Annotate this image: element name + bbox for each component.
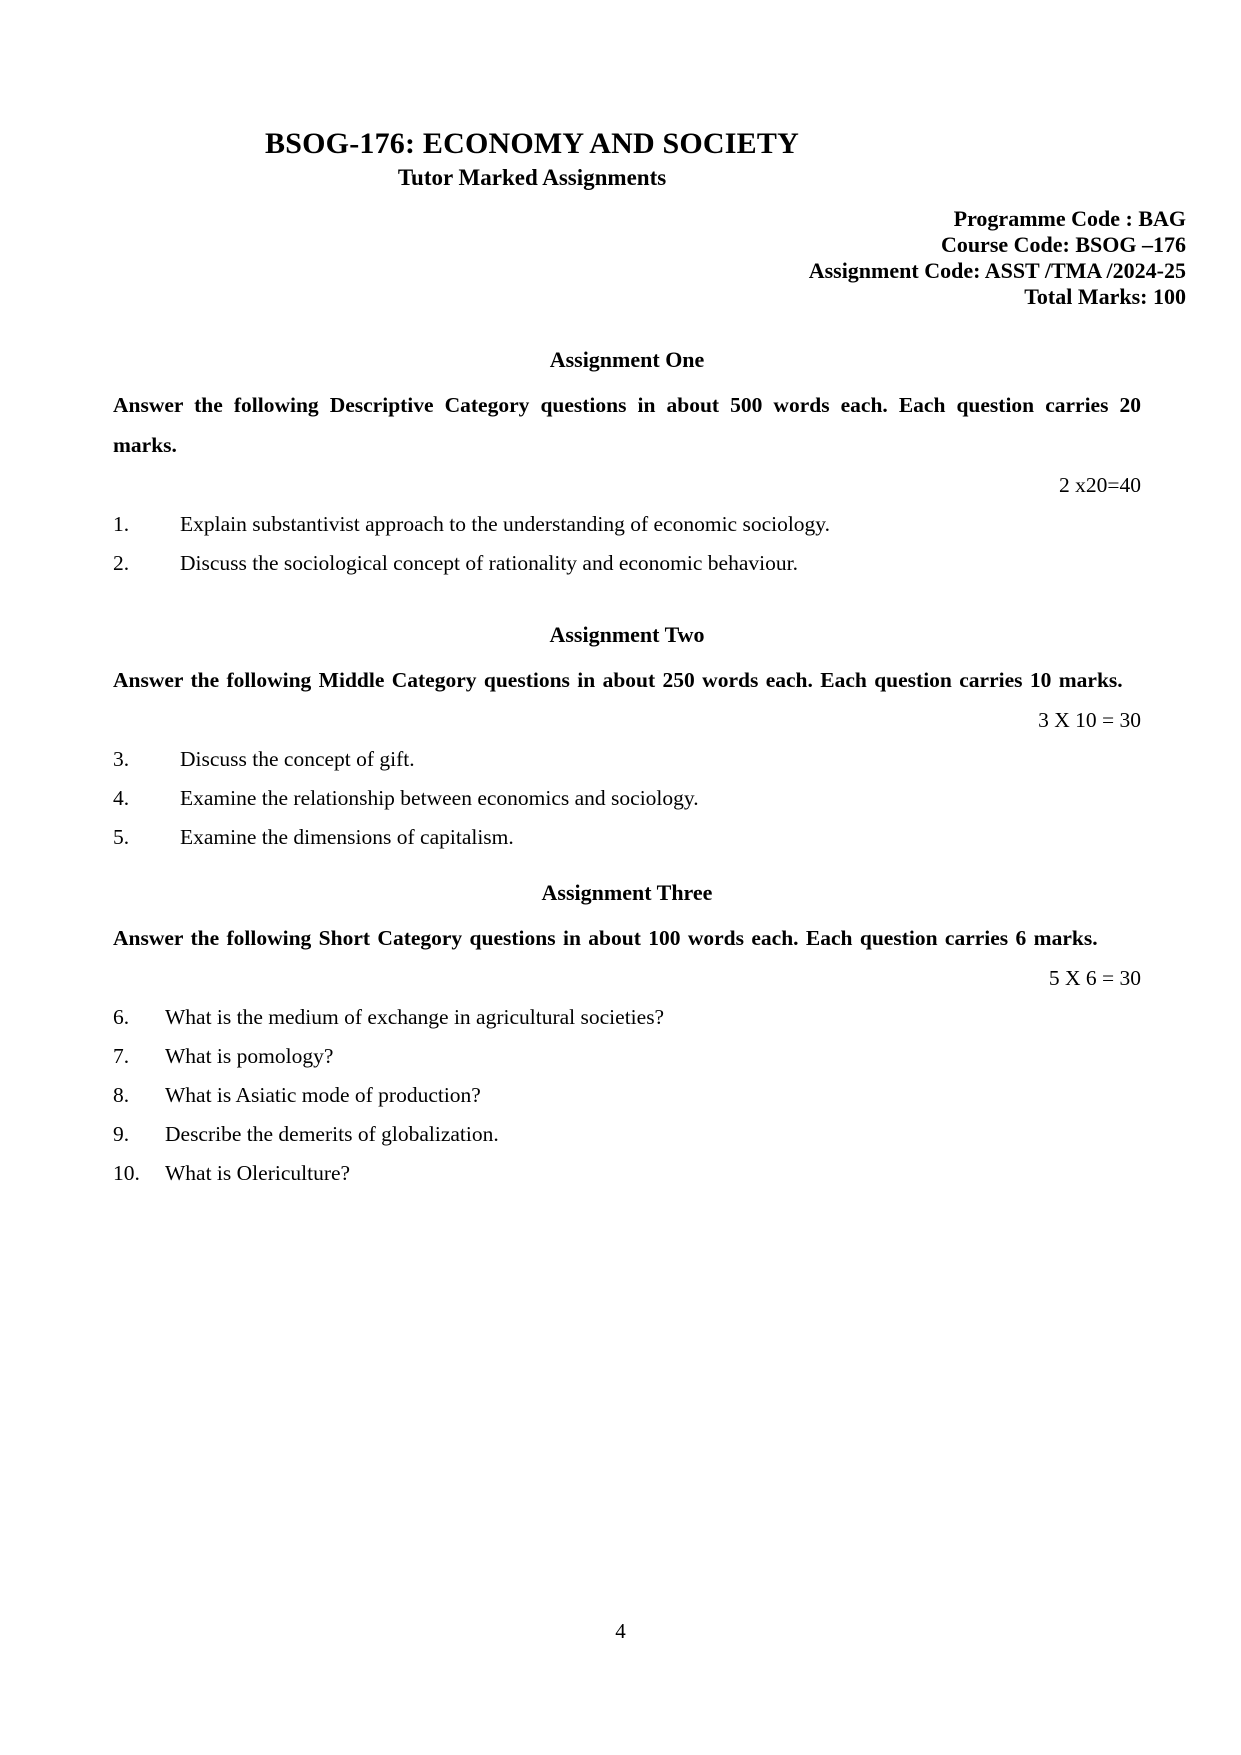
question-text: What is Asiatic mode of production? xyxy=(165,1083,481,1107)
question-row xyxy=(113,544,1141,583)
marks-formula: 5 X 6 = 30 xyxy=(1048,966,1141,990)
question-number: 10. xyxy=(113,1161,140,1185)
question-number: 5. xyxy=(113,825,130,849)
question-number: 7. xyxy=(113,1044,130,1068)
question-number: 4. xyxy=(113,786,130,810)
section-instruction: Answer the following Descriptive Category questions in about 500 words each. Each question carries 20 marks. xyxy=(113,393,1141,457)
section-heading: Assignment Three xyxy=(541,880,713,905)
course-code: Course Code: BSOG –176 xyxy=(940,232,1186,257)
question-text: Examine the relationship between economics and sociology. xyxy=(180,786,699,810)
question-number: 3. xyxy=(113,747,130,771)
question-text: Describe the demerits of globalization. xyxy=(165,1122,499,1146)
question-text: Examine the dimensions of capitalism. xyxy=(180,825,514,849)
section-heading: Assignment Two xyxy=(549,622,705,647)
question-number: 9. xyxy=(113,1122,130,1146)
question-row xyxy=(113,1154,1141,1193)
total-marks: Total Marks: 100 xyxy=(1024,284,1186,309)
question-text: Discuss the sociological concept of rationality and economic behaviour. xyxy=(180,551,798,575)
marks-formula: 3 X 10 = 30 xyxy=(1038,708,1141,732)
question-row xyxy=(113,818,1141,857)
section-instruction: Answer the following Middle Category questions in about 250 words each. Each question carries 10 marks. xyxy=(113,668,1123,692)
question-number: 8. xyxy=(113,1083,130,1107)
section-assignment-one xyxy=(113,346,1141,583)
assignment-code: Assignment Code: ASST /TMA /2024-25 xyxy=(808,258,1186,283)
course-title: BSOG-176: ECONOMY AND SOCIETY xyxy=(265,127,799,160)
question-row xyxy=(113,1115,1141,1154)
question-row xyxy=(113,740,1141,779)
question-text: What is pomology? xyxy=(165,1044,334,1068)
question-text: What is the medium of exchange in agricultural societies? xyxy=(165,1005,665,1029)
question-number: 2. xyxy=(113,551,130,575)
question-number: 1. xyxy=(113,512,130,536)
question-text: What is Olericulture? xyxy=(165,1161,351,1185)
header-codes-block xyxy=(113,206,1186,310)
question-number: 6. xyxy=(113,1005,130,1029)
question-row xyxy=(113,998,1141,1037)
question-row xyxy=(113,1037,1141,1076)
question-list xyxy=(113,998,1141,1193)
question-text: Explain substantivist approach to the understanding of economic sociology. xyxy=(180,512,831,536)
section-heading: Assignment One xyxy=(549,347,705,372)
question-list xyxy=(113,505,1141,583)
page-number: 4 xyxy=(615,1619,626,1643)
marks-formula: 2 x20=40 xyxy=(1058,473,1141,497)
question-text: Discuss the concept of gift. xyxy=(180,747,415,771)
section-instruction: Answer the following Short Category questions in about 100 words each. Each question carries 6 marks. xyxy=(113,926,1098,950)
section-assignment-three xyxy=(113,879,1141,1193)
question-list xyxy=(113,740,1141,857)
title-block xyxy=(113,126,1141,192)
question-row xyxy=(113,505,1141,544)
assignment-type-subtitle: Tutor Marked Assignments xyxy=(397,165,667,190)
section-assignment-two xyxy=(113,621,1141,857)
programme-code: Programme Code : BAG xyxy=(953,206,1186,231)
question-row xyxy=(113,1076,1141,1115)
question-row xyxy=(113,779,1141,818)
